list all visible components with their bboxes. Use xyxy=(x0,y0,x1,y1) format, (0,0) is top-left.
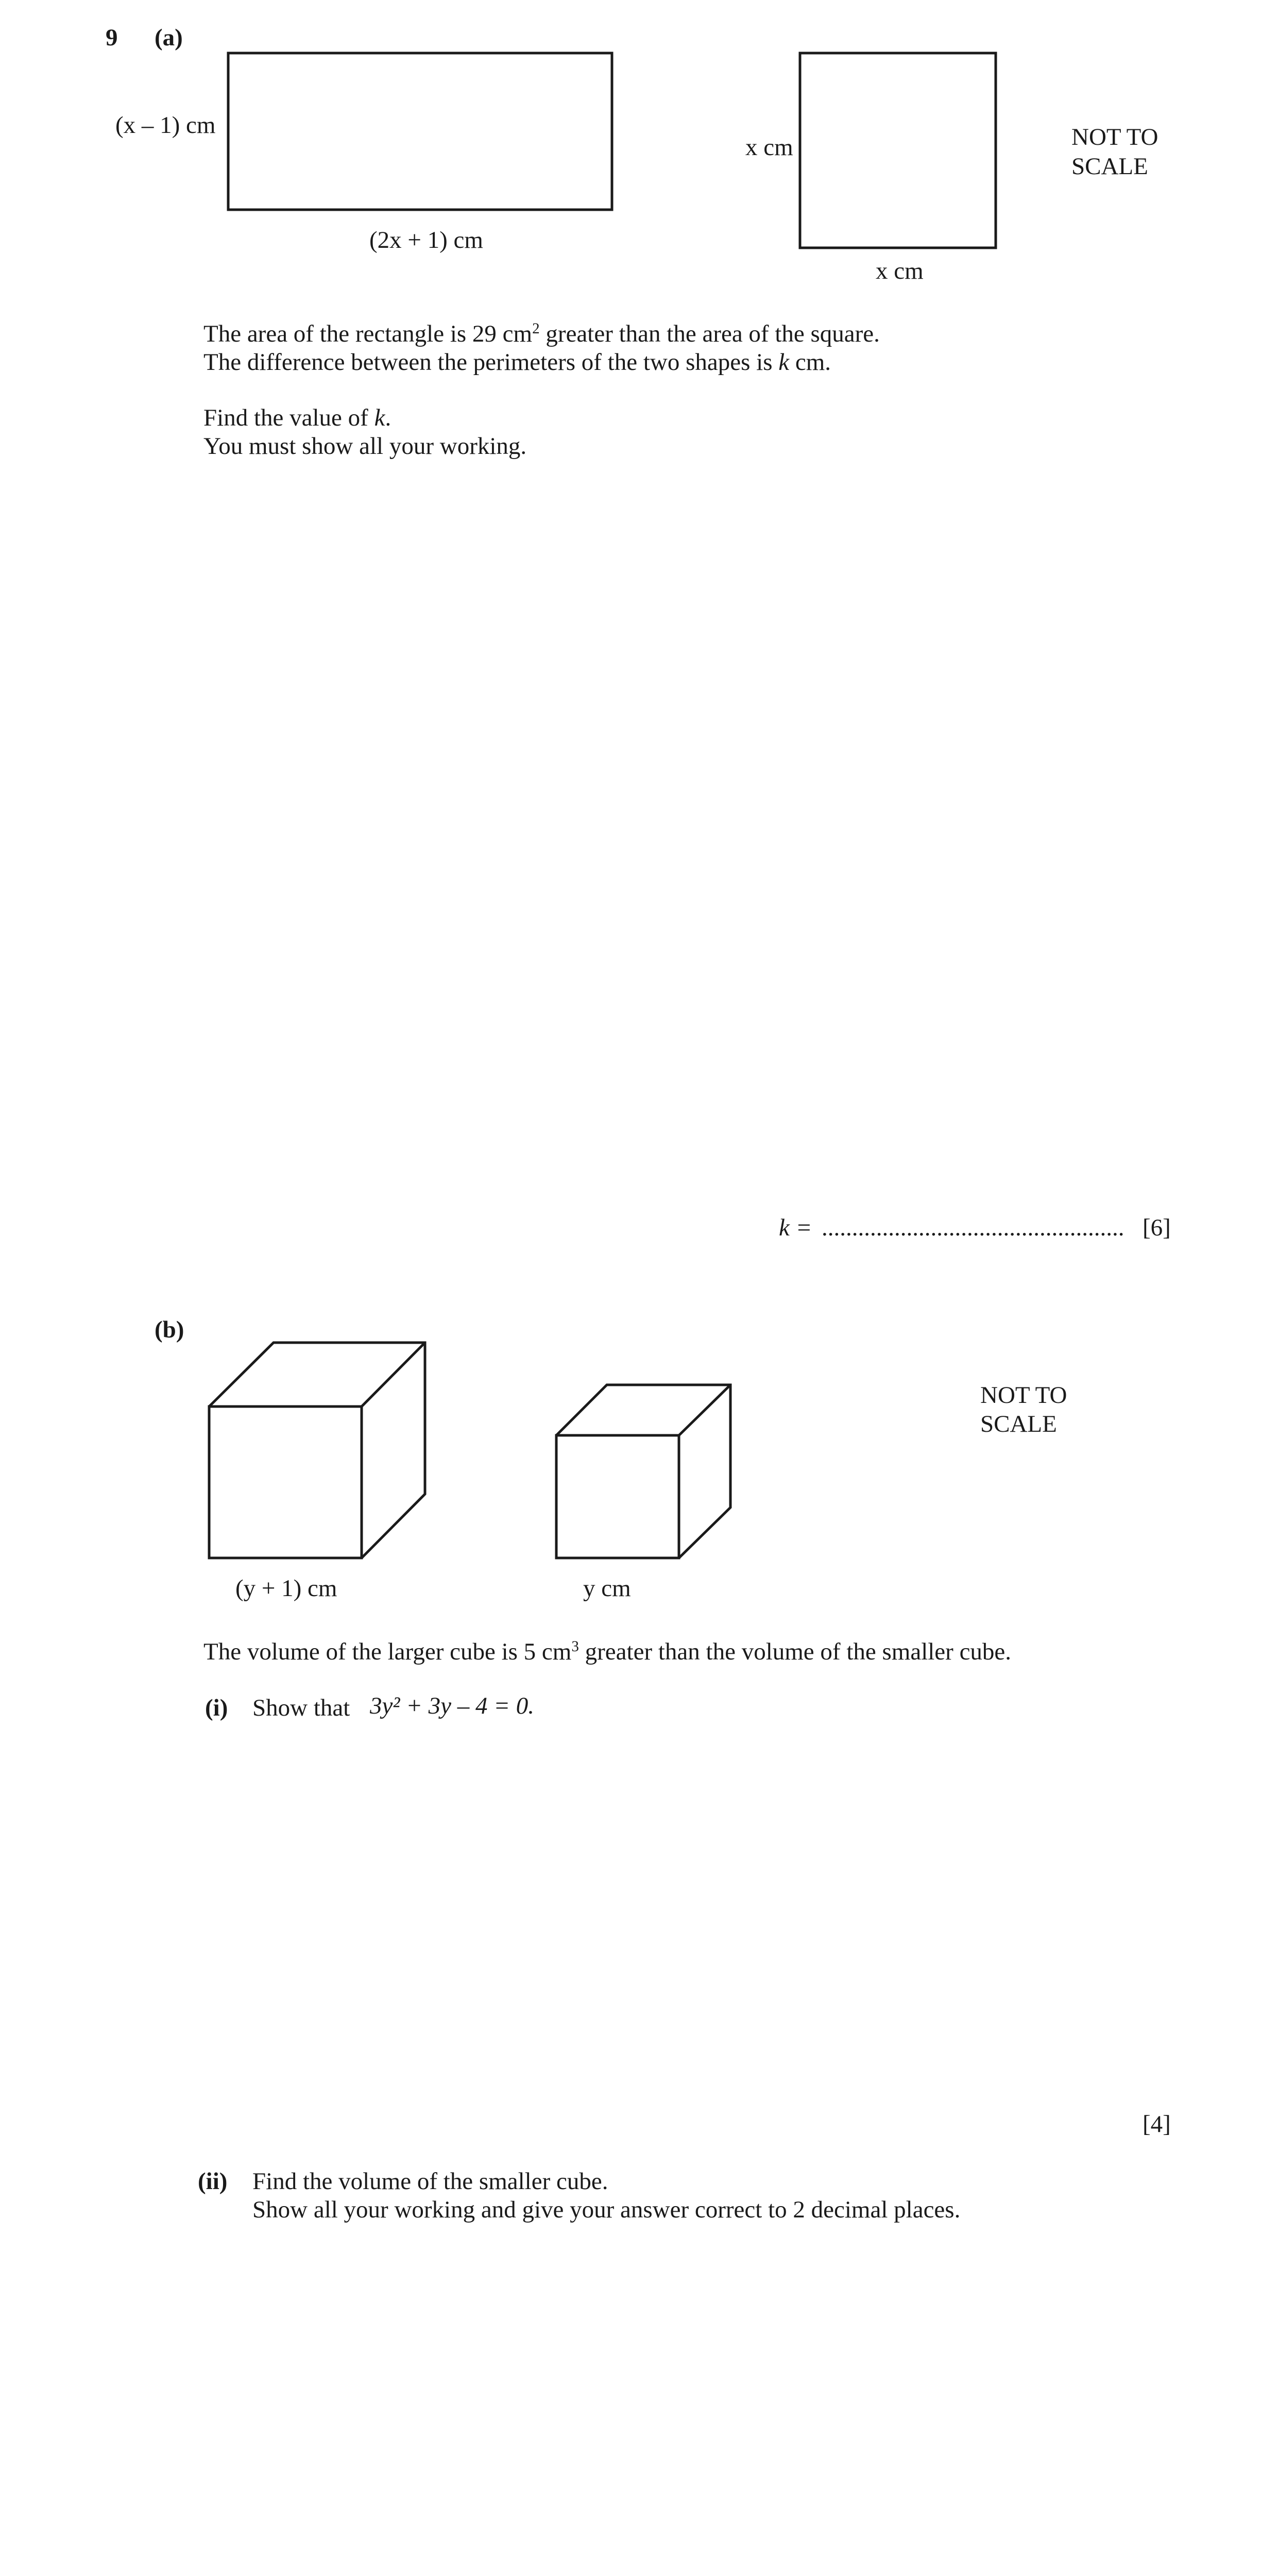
not-to-scale-b-line1: NOT TO xyxy=(980,1382,1067,1409)
part-a-text-line1: The area of the rectangle is 29 $cm^2$ greater than the area of the square. xyxy=(203,320,880,347)
question-number: 9 xyxy=(106,24,118,51)
small-cube-label: y cm xyxy=(583,1575,631,1602)
part-a-label: (a) xyxy=(155,24,183,51)
large-cube xyxy=(209,1343,425,1558)
not-to-scale-a-line2: SCALE xyxy=(1071,153,1148,180)
answer-k-line[interactable]: .................................................. xyxy=(822,1214,1124,1241)
not-to-scale-a-line1: NOT TO xyxy=(1071,124,1158,150)
sub-ii-line1: Find the volume of the smaller cube. xyxy=(252,2168,608,2195)
sub-i-marks: [4] xyxy=(1143,2111,1171,2138)
sub-i-label: (i) xyxy=(205,1694,228,1721)
large-cube-label: (y + 1) cm xyxy=(235,1575,337,1602)
part-a-instruction2: You must show all your working. xyxy=(203,433,527,460)
answer-k-prefix: k = xyxy=(779,1214,812,1241)
sub-i-equation: 3y² + 3y – 4 = 0. xyxy=(370,1692,534,1719)
sub-ii-label: (ii) xyxy=(198,2168,228,2195)
sub-i-text: Show that xyxy=(252,1694,350,1721)
rectangle-height-label: (x – 1) cm xyxy=(115,112,216,139)
part-a-instruction1: Find the value of k. xyxy=(203,404,391,431)
rectangle-width-label: (2x + 1) cm xyxy=(369,227,483,253)
square-side-label: x cm xyxy=(745,134,793,161)
part-a-text-line2: The difference between the perimeters of the two shapes is k cm. xyxy=(203,349,831,376)
part-a-marks: [6] xyxy=(1143,1214,1171,1241)
not-to-scale-b-line2: SCALE xyxy=(980,1411,1057,1437)
part-b-text: The volume of the larger cube is 5 $cm^3$ greater than the volume of the smaller cube. xyxy=(203,1638,1012,1665)
part-b-label: (b) xyxy=(155,1316,184,1343)
square-bottom-label: x cm xyxy=(876,258,924,284)
small-cube xyxy=(556,1385,730,1558)
sub-ii-line2: Show all your working and give your answer correct to 2 decimal places. xyxy=(252,2196,961,2223)
